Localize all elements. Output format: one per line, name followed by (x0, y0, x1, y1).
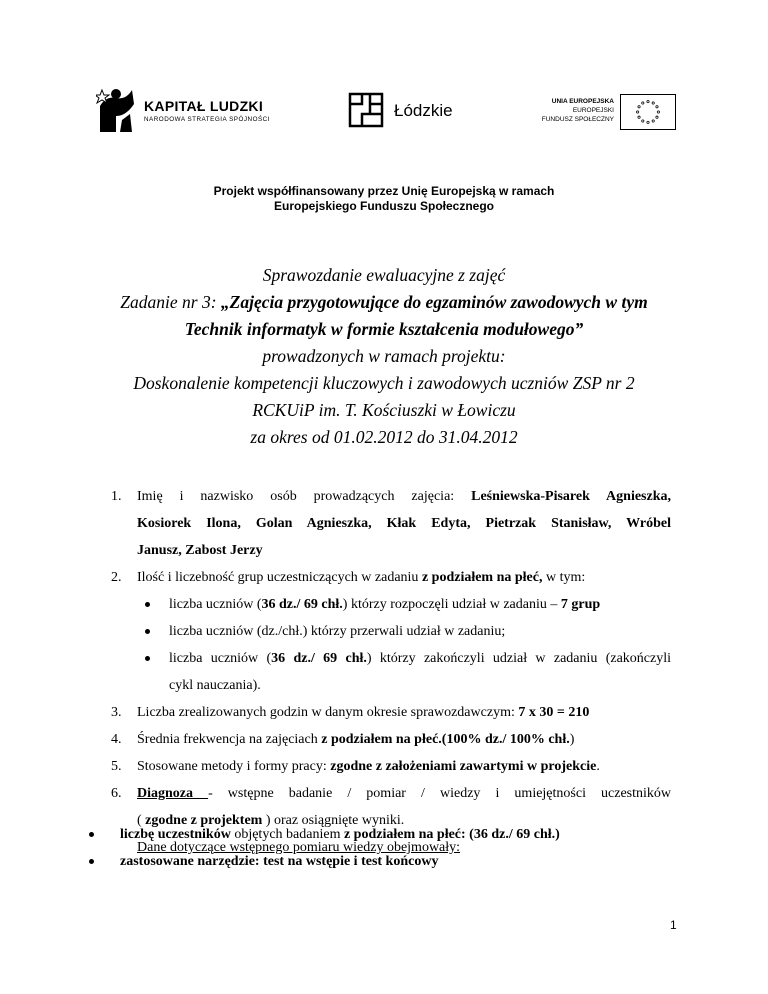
bullet-icon (145, 656, 150, 661)
eu-logo (520, 94, 676, 134)
item-line (137, 753, 671, 780)
item-underline-gap (193, 786, 208, 801)
bullet-text: ) którzy rozpoczęli udział w zadaniu – (342, 597, 561, 612)
report-title (0, 262, 768, 451)
bullet-line (169, 645, 671, 672)
title-line-7: za okres od 01.02.2012 do 31.04.2012 (250, 427, 518, 447)
task-prefix: Zadanie nr 3: (120, 292, 221, 312)
item-text: Średnia frekwencja na zajęciach (137, 732, 322, 747)
bullet-bold: 36 dz./ 69 chł. (261, 597, 343, 612)
cofinancing-line-1: Projekt współfinansowany przez Unię Europejską w ramach (213, 184, 555, 198)
list-item-5 (111, 753, 671, 780)
item-number: 4. (111, 732, 122, 747)
item-line (137, 483, 671, 510)
kapital-ludzki-logo (96, 84, 286, 140)
bullet-text: liczba uczniów ( (169, 597, 262, 612)
item-line (137, 780, 671, 807)
item-text: . (596, 759, 600, 774)
eu-text (542, 97, 614, 124)
bullet-item (111, 591, 671, 618)
item-number: 3. (111, 705, 122, 720)
item-text: Liczba zrealizowanych godzin w danym okresie sprawozdawczym: (137, 705, 519, 720)
title-line-1: Sprawozdanie ewaluacyjne z zajęć (262, 265, 506, 285)
bullet-line: cykl nauczania). (169, 678, 261, 693)
item-text: - wstępne badanie / pomiar / wiedzy i umiejętności uczestników (208, 786, 672, 801)
item-bold: (100% dz./ 100% chł. (441, 732, 570, 747)
item-bold: Leśniewska-Pisarek Agnieszka, (471, 489, 671, 504)
item-line (137, 726, 671, 753)
item-line: Dane dotyczące wstępnego pomiaru wiedzy obejmowały: (137, 840, 461, 855)
eu-line-3: FUNDUSZ SPOŁECZNY (541, 116, 614, 123)
kapital-ludzki-subtitle: NARODOWA STRATEGIA SPÓJNOŚCI (144, 116, 270, 123)
item-text: Ilość i liczebność grup uczestniczących w zadaniu (137, 570, 422, 585)
item-line (137, 564, 671, 591)
bullet-item (111, 618, 671, 645)
item-number: 1. (111, 489, 122, 504)
task-name: „Zajęcia przygotowujące do egzaminów zawodowych w tym (220, 292, 648, 312)
list-item-4 (111, 726, 671, 753)
item-text: w tym: (542, 570, 586, 585)
page-number: 1 (670, 918, 677, 932)
bullet-item (0, 821, 768, 848)
bullet-icon (89, 832, 94, 837)
lodzkie-emblem-icon (348, 92, 384, 128)
item-number: 2. (111, 570, 122, 585)
item-text: Stosowane metody i formy pracy: (137, 759, 331, 774)
list-item-2 (111, 564, 671, 591)
kapital-ludzki-title: KAPITAŁ LUDZKI (144, 98, 264, 114)
bullet-text: ) którzy zakończyli udział w zadaniu (zakończyli (366, 651, 671, 666)
title-line-2 (0, 289, 768, 316)
bullet-bold: liczbę uczestników (120, 827, 231, 842)
bullet-item (111, 645, 671, 699)
lodzkie-logo (348, 92, 478, 132)
cofinancing-line-2: Europejskiego Funduszu Społecznego (273, 199, 495, 213)
list-item-3 (111, 699, 671, 726)
bullet-bold: zastosowane narzędzie: test na wstępie i test końcowy (120, 854, 439, 869)
item-number: 6. (111, 786, 122, 801)
report-items (111, 483, 671, 861)
bullet-text: objętych badaniem (230, 827, 344, 842)
bullet-bold: 7 grup (560, 597, 601, 612)
bullet-icon (89, 859, 94, 864)
kapital-ludzki-emblem-icon (96, 86, 136, 134)
item-text: Imię i nazwisko osób prowadzących zajęcia: (137, 489, 472, 504)
item-bold: 7 x 30 = 210 (518, 705, 590, 720)
item-number: 5. (111, 759, 122, 774)
title-line-3: Technik informatyk w formie kształcenia modułowego” (184, 319, 584, 339)
bullet-icon (145, 629, 150, 634)
bullet-line (169, 591, 671, 618)
item-bold: zgodne z projektem (145, 813, 263, 828)
list-item-1 (111, 483, 671, 564)
eu-line-1: UNIA EUROPEJSKA (551, 98, 614, 105)
bullet-icon (145, 602, 150, 607)
eu-flag-icon (620, 94, 676, 130)
title-line-5: Doskonalenie kompetencji kluczowych i zawodowych uczniów ZSP nr 2 (133, 373, 635, 393)
item-bold: zgodne z założeniami zawartymi w projekcie (330, 759, 597, 774)
bullet-text: liczba uczniów ( (169, 651, 272, 666)
title-line-4: prowadzonych w ramach projektu: (262, 346, 506, 366)
item-text: ) (569, 732, 575, 747)
bullet-bold: 36 dz./ 69 chł. (271, 651, 367, 666)
item-bold-underlined: Diagnoza (137, 786, 193, 801)
item-bold: z podziałem na płeć. (321, 732, 442, 747)
bullet-line: liczba uczniów (dz./chł.) którzy przerwali udział w zadaniu; (169, 624, 506, 639)
diagnosis-details (0, 821, 768, 875)
item-bold: z podziałem na płeć, (421, 570, 543, 585)
item-text: ) oraz osiągnięte wyniki. (262, 813, 405, 828)
item-line: Janusz, Zabost Jerzy (137, 543, 263, 558)
bullet-bold: z podziałem na płeć: (36 dz./ 69 chł.) (343, 827, 560, 842)
item-text: ( (137, 813, 146, 828)
item-line (137, 699, 671, 726)
cofinancing-note (0, 184, 768, 214)
title-line-6: RCKUiP im. T. Kościuszki w Łowiczu (252, 400, 516, 420)
eu-line-2: EUROPEJSKI (572, 107, 614, 114)
lodzkie-text: Łódzkie (394, 101, 453, 120)
bullet-item (0, 848, 768, 875)
logo-bar (96, 84, 676, 140)
item-line: Kosiorek Ilona, Golan Agnieszka, Kłak Edyta, Pietrzak Stanisław, Wróbel (137, 516, 671, 531)
